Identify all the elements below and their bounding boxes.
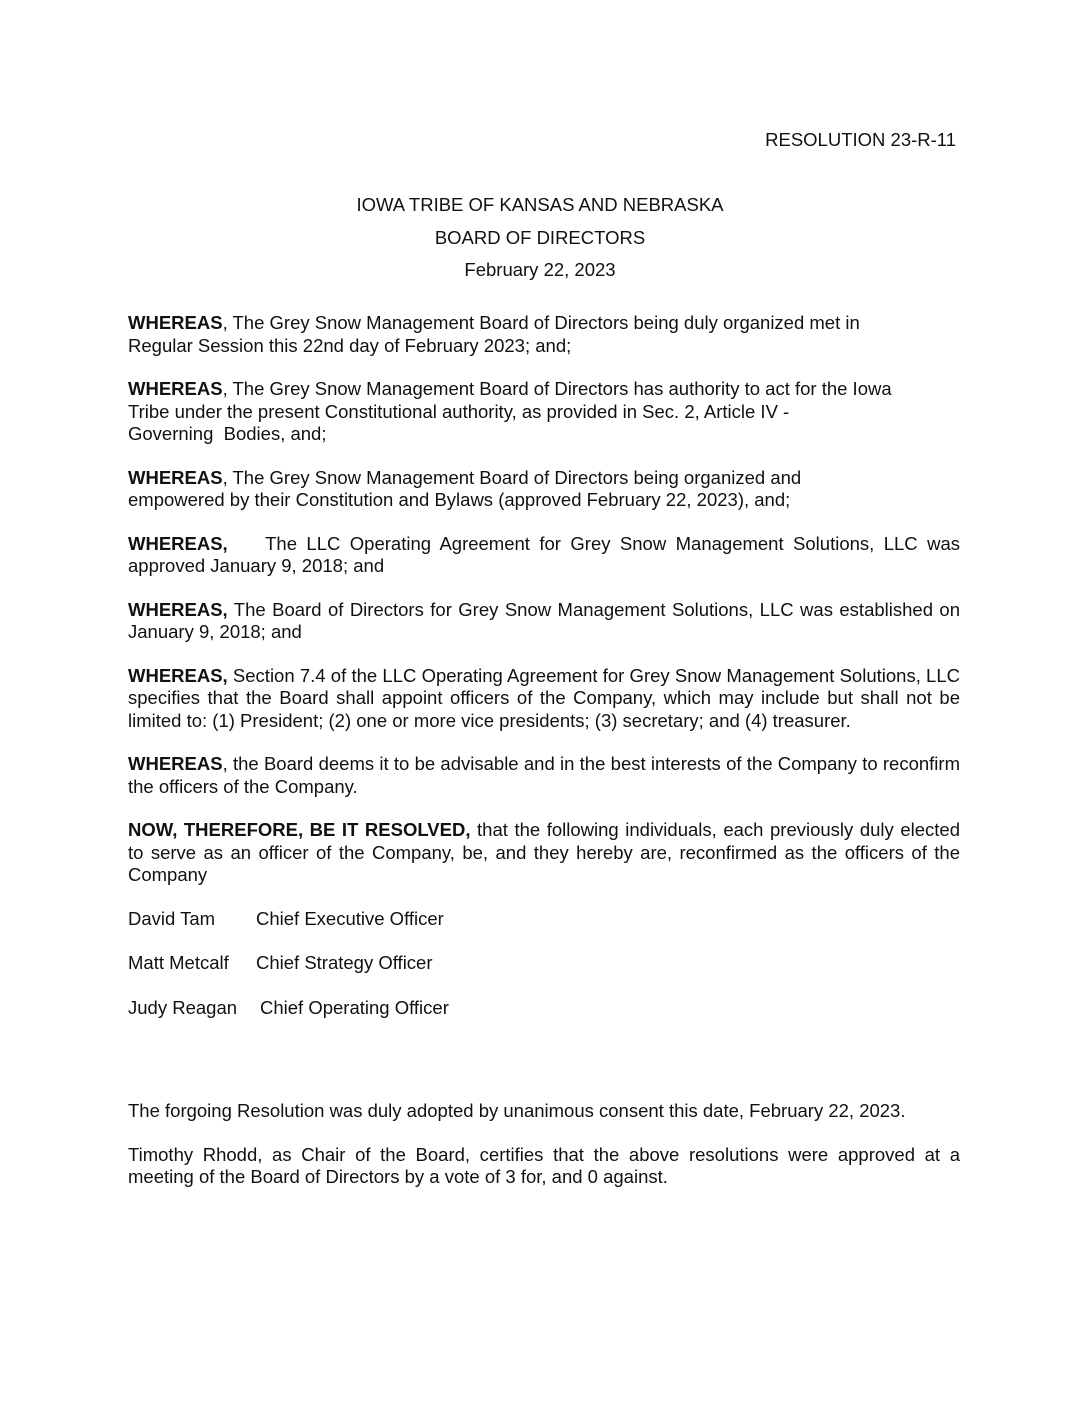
whereas-keyword: WHEREAS (128, 312, 223, 333)
resolved-paragraph: NOW, THEREFORE, BE IT RESOLVED, that the following individuals, each previously duly elected to serve as an officer of the Company, be, and they hereby are, reconfirmed as the officers of the Company (128, 819, 961, 885)
resolution-number: RESOLUTION 23-R-11 (765, 129, 956, 150)
whereas-keyword: WHEREAS (128, 466, 223, 488)
whereas-paragraph-2: WHEREAS, The Grey Snow Management Board of Directors has authority to act for the Iowa Tribe under the present Constitutional authority, as provided in Sec. 2, Article IV - Governing Bodies, and; (128, 378, 892, 444)
certification-statement: Timothy Rhodd, as Chair of the Board, certifies that the above resolutions were approved at a meeting of the Board of Directors by a vote of 3 for, and 0 against. (128, 1143, 960, 1187)
whereas-paragraph-1: WHEREAS, The Grey Snow Management Board of Directors being duly organized met in Regular Session this 22nd day of February 2023; and; (128, 312, 860, 356)
officer-row (128, 952, 960, 975)
officer-row (128, 908, 960, 931)
officer-row (128, 997, 960, 1020)
whereas-keyword: WHEREAS (128, 753, 223, 774)
officer-title: Chief Operating Officer (260, 996, 449, 1018)
officer-title: Chief Strategy Officer (256, 952, 433, 973)
whereas-paragraph-7: WHEREAS, the Board deems it to be advisable and in the best interests of the Company to reconfirm the officers of the Company. (128, 753, 960, 797)
whereas-paragraph-5: WHEREAS, The Board of Directors for Grey Snow Management Solutions, LLC was established on January 9, 2018; and (128, 598, 960, 642)
whereas-paragraph-3: WHEREAS, The Grey Snow Management Board of Directors being organized and empowered by their Constitution and Bylaws (approved February 22, 2023), and; (128, 466, 802, 510)
org-heading: IOWA TRIBE OF KANSAS AND NEBRASKA (356, 194, 724, 215)
date-heading: February 22, 2023 (464, 259, 616, 280)
adoption-statement: The forgoing Resolution was duly adopted by unanimous consent this date, February 22, 2023. (128, 1100, 906, 1121)
whereas-keyword: WHEREAS, (128, 664, 228, 686)
officer-name: Judy Reagan (128, 996, 238, 1018)
whereas-paragraph-6: WHEREAS, Section 7.4 of the LLC Operating Agreement for Grey Snow Management Solutions, LLC specifies that the Board shall appoint officers of the Company, which may include but shall not be limited to: (1) President; (2) one or more vice presidents; (3) secretary; and (4) treasurer. (128, 664, 960, 731)
officer-name: David Tam (128, 907, 216, 929)
spacer (128, 1041, 960, 1100)
whereas-keyword: WHEREAS, (128, 598, 228, 620)
whereas-paragraph-4: WHEREAS, The LLC Operating Agreement for Grey Snow Management Solutions, LLC was approved January 9, 2018; and (128, 532, 966, 576)
officer-name: Matt Metcalf (128, 952, 229, 973)
resolution-body (128, 312, 966, 1210)
whereas-keyword: WHEREAS, (128, 532, 228, 554)
board-heading: BOARD OF DIRECTORS (434, 227, 646, 248)
resolved-keyword: NOW, THEREFORE, BE IT RESOLVED, (128, 819, 471, 840)
officer-title: Chief Executive Officer (256, 907, 444, 929)
whereas-keyword: WHEREAS (128, 378, 223, 399)
